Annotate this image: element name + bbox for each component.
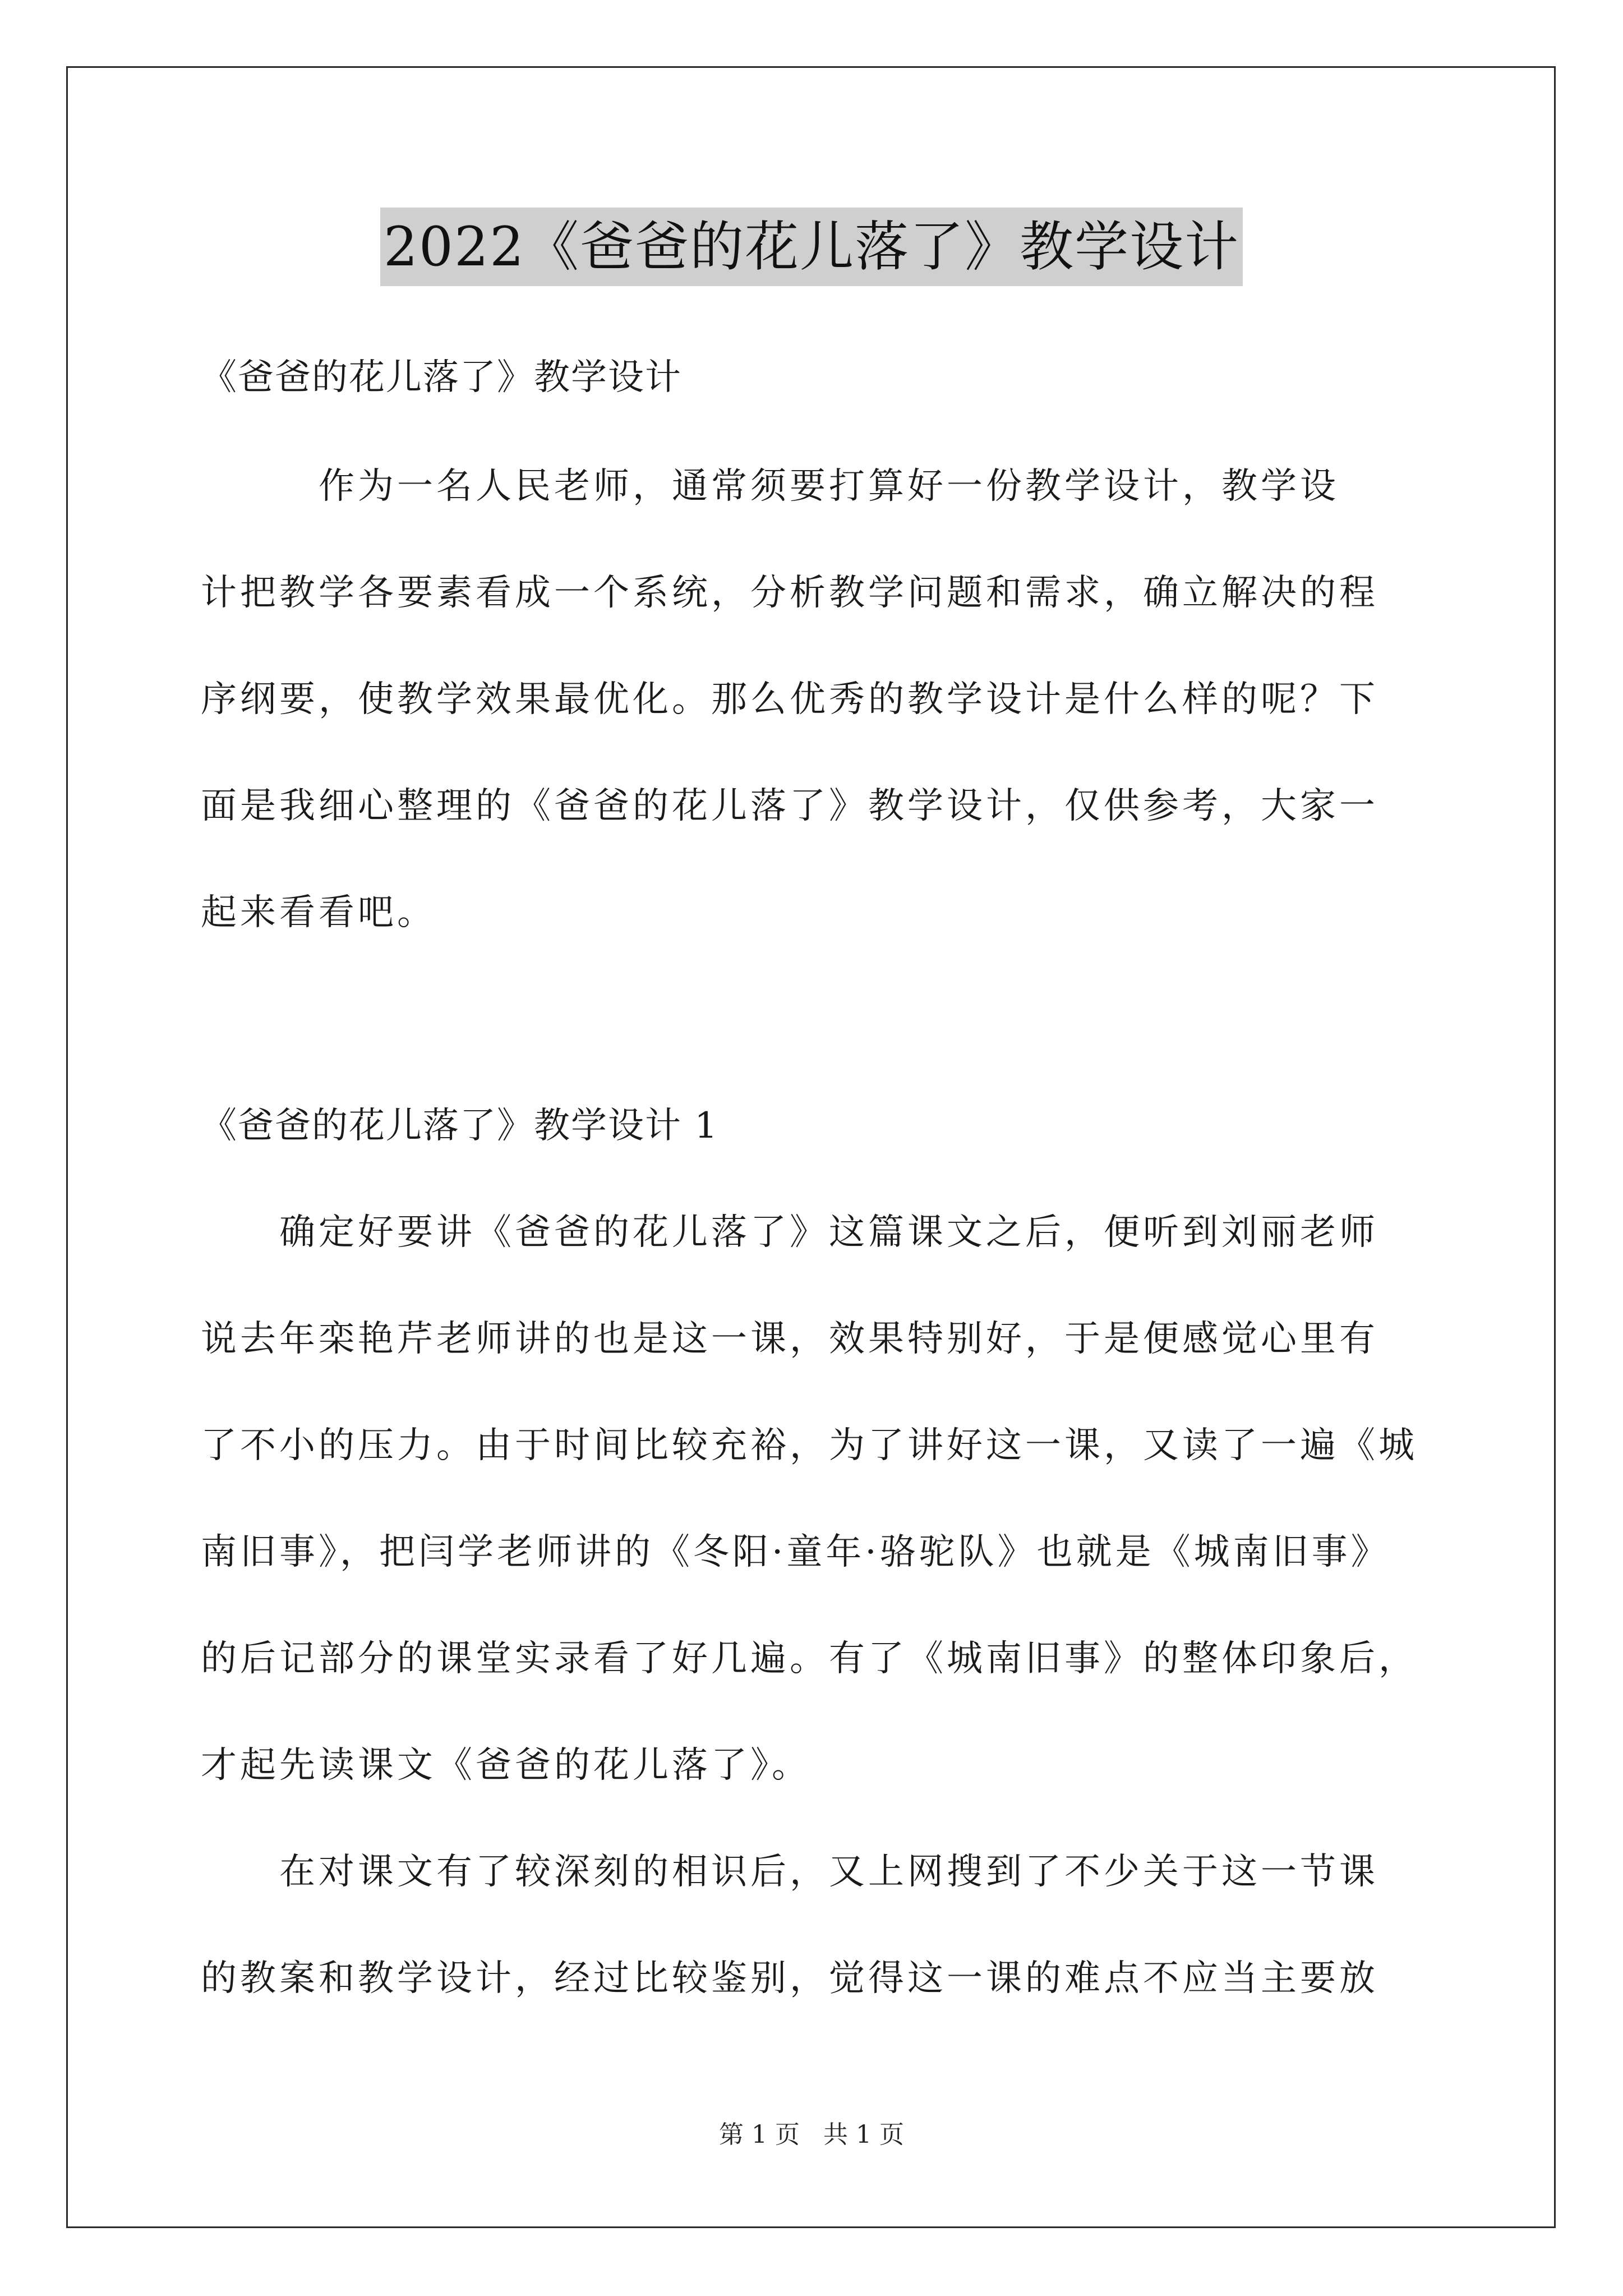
paragraph-line: 的后记部分的课堂实录看了好几遍。有了《城南旧事》的整体印象后，	[201, 1638, 1418, 1680]
paragraph-line: 的教案和教学设计，经过比较鉴别，觉得这一课的难点不应当主要放	[201, 1958, 1378, 1999]
title-container	[0, 208, 1623, 286]
section-heading: 《爸爸的花儿落了》教学设计	[201, 357, 682, 398]
paragraph-line: 了不小的压力。由于时间比较充裕，为了讲好这一课，又读了一遍《城	[201, 1425, 1418, 1466]
paragraph-line: 作为一名人民老师，通常须要打算好一份教学设计，教学设	[201, 466, 1339, 507]
paragraph-line: 计把教学各要素看成一个系统，分析教学问题和需求，确立解决的程	[201, 572, 1378, 614]
paragraph-line: 说去年栾艳芹老师讲的也是这一课，效果特别好，于是便感觉心里有	[201, 1318, 1378, 1360]
paragraph-line: 面是我细心整理的《爸爸的花儿落了》教学设计，仅供参考，大家一	[201, 785, 1378, 827]
page-footer	[0, 2118, 1623, 2152]
page-number: 第 1 页	[719, 2120, 800, 2149]
section-heading: 《爸爸的花儿落了》教学设计 1	[201, 1105, 719, 1147]
paragraph-line: 确定好要讲《爸爸的花儿落了》这篇课文之后，便听到刘丽老师	[201, 1212, 1378, 1253]
paragraph-line: 在对课文有了较深刻的相识后，又上网搜到了不少关于这一节课	[201, 1851, 1378, 1893]
paragraph-line: 南旧事》，把闫学老师讲的《冬阳·童年·骆驼队》也就是《城南旧事》	[201, 1531, 1390, 1573]
page-total: 共 1 页	[823, 2120, 904, 2149]
paragraph-line: 才起先读课文《爸爸的花儿落了》。	[201, 1745, 811, 1786]
paragraph-line: 序纲要，使教学效果最优化。那么优秀的教学设计是什么样的呢？下	[201, 679, 1378, 720]
paragraph-line: 起来看看吧。	[201, 892, 436, 933]
document-title: 2022《爸爸的花儿落了》教学设计	[380, 208, 1243, 286]
